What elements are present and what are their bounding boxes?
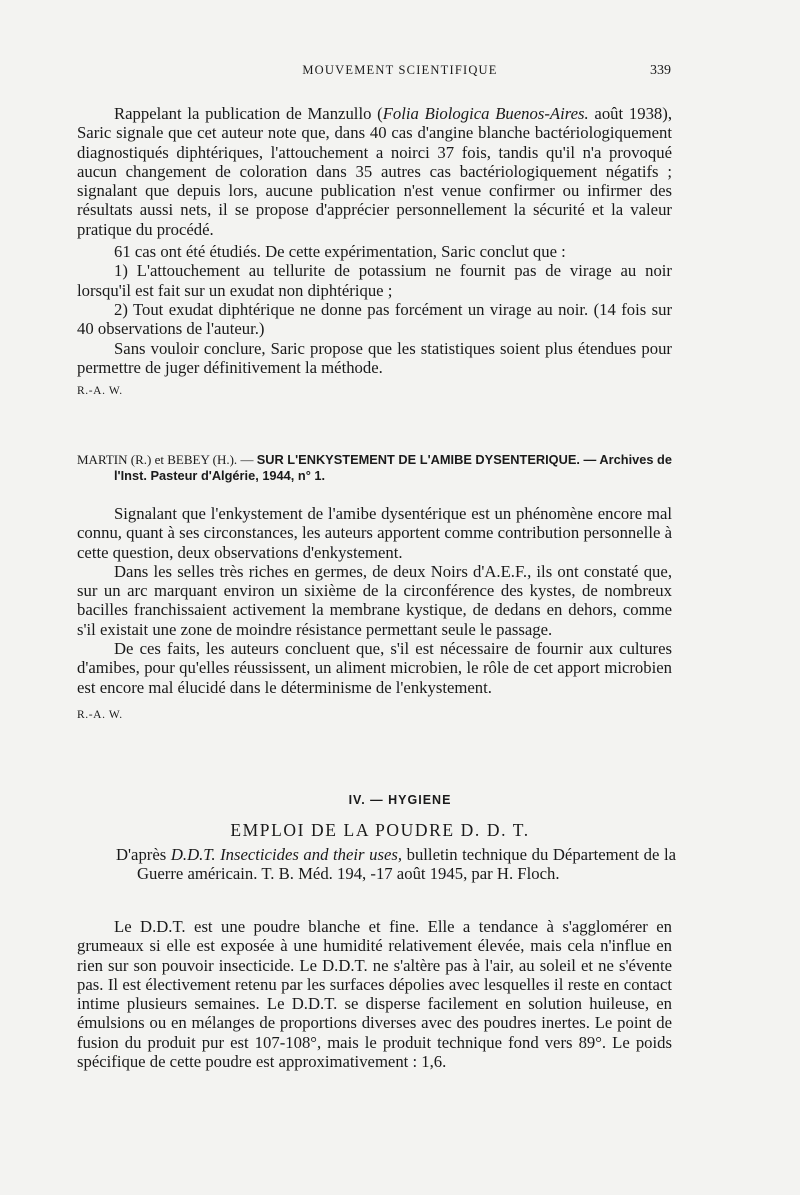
review1-paragraph-2: 61 cas ont été étudiés. De cette expérimentation, Saric conclut que : [114, 242, 566, 262]
article-paragraph-1: Le D.D.T. est une poudre blanche et fine. Elle a tendance à s'agglomérer en grumeaux si elle est exposée à une humidité relativement élevée, mais cela n'influe en rien sur son pouvoir insecticide. Le D.D.T. ne s'altère pas à l'air, au soleil et ne s'évente pas. Il est électivement retenu par les surfaces dépolies avec lesquelles il reste en contact intime plusieurs semaines. Le D.D.T. se disperse facilement en solution huileuse, en émulsions ou en mélanges de proportions diverses avec des poudres inertes. Le point de fusion du produit pur est 107-108°, mais le produit technique fond vers 89°. Le poids spécifique de cette poudre est approximativement : 1,6. [77, 917, 672, 1072]
page-number: 339 [650, 63, 671, 78]
review1-signature: R.-A. W. [77, 385, 123, 398]
running-title: MOUVEMENT SCIENTIFIQUE [302, 63, 498, 77]
review1-paragraph-5: Sans vouloir conclure, Saric propose que les statistiques soient plus étendues pour permettre de juger définitivement la méthode. [77, 338, 672, 377]
review2-source: — Archives de l'Inst. Pasteur d'Algérie, 1944, n° 1. [114, 452, 672, 483]
article-ref-title: D.D.T. Insecticides and their uses, [170, 845, 403, 864]
article-ref-text-b: bulletin technique du Département de la Guerre américain. T. B. Méd. 194, -17 août 1945, par H. Floch. [137, 845, 676, 884]
review2-paragraph-1: Signalant que l'enkystement de l'amibe dysentérique est un phénomène encore mal connu, quant à ses circonstances, les auteurs apportent comme contribution personnelle à cette question, deux observations d'enkystement. [77, 504, 672, 562]
review1-paragraph-1 [77, 104, 672, 239]
review2-paragraph-3: De ces faits, les auteurs concluent que, s'il est nécessaire de fournir aux cultures d'amibes, pour qu'elles réussissent, un aliment microbien, le rôle de cet apport microbien est encore mal élucidé dans le déterminisme de l'enkystement. [77, 639, 672, 697]
article-reference-text [116, 845, 676, 884]
review2-authors: MARTIN (R.) et BEBEY (H.). — [77, 452, 257, 467]
review1-p1-text-b: août 1938), Saric signale que cet auteur note que, dans 40 cas d'angine blanche bactériologiquement diagnostiqués diphtériques, l'attouchement a noirci 37 fois, tandis qu'il n'a provoqué aucun changement de coloration dans 35 autres cas bactériologiquement négatifs ; signalant que depuis lors, aucune publication n'est venue confirmer ou infirmer des résultats aussi nets, il se propose d'apprécier personnellement la sécurité et la valeur pratique du procédé. [77, 104, 672, 239]
review-martin-bebey [77, 452, 672, 725]
review2-paragraph-2: Dans les selles très riches en germes, de deux Noirs d'A.E.F., ils ont constaté que, sur un arc marquant environ un sixième de la circonférence des kystes, de nombreux bacilles franchissaient activement la membrane kystique, de dedans en dehors, comme s'il existait une zone de moindre résistance permettant seule le passage. [77, 561, 672, 639]
review2-signature: R.-A. W. [77, 708, 123, 721]
article-title: EMPLOI DE LA POUDRE D. D. T. [230, 820, 530, 840]
article-ref-text-a: D'après [116, 845, 171, 864]
review2-title: SUR L'ENKYSTEMENT DE L'AMIBE DYSENTERIQUE. [256, 452, 580, 467]
review1-paragraph-4: 2) Tout exudat diphtérique ne donne pas forcément un virage au noir. (14 fois sur 40 observations de l'auteur.) [77, 299, 672, 339]
review1-p1-text-a: Rappelant la publication de Manzullo ( [114, 104, 383, 123]
review1-p1-journal: Folia Biologica Buenos-Aires. [382, 104, 589, 123]
article-body [77, 917, 672, 1071]
review1-paragraph-3: 1) L'attouchement au tellurite de potassium ne fournit pas de virage au noir lorsqu'il est fait sur un exudat non diphtérique ; [77, 261, 672, 300]
section-heading: IV. — HYGIENE [348, 793, 452, 807]
article-reference [116, 845, 676, 884]
review-saric [77, 104, 672, 401]
review2-heading [77, 452, 672, 484]
